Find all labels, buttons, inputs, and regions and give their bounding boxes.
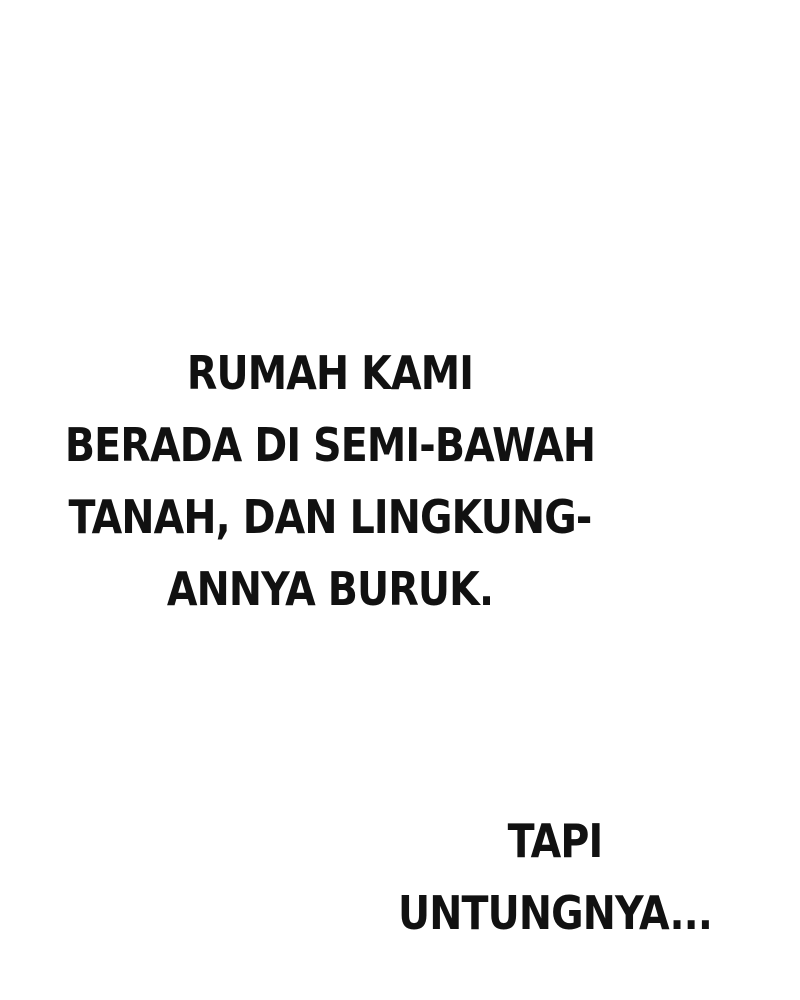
caption-line: TAPI bbox=[507, 814, 603, 868]
narration-caption-2 bbox=[379, 805, 732, 949]
narration-caption-1 bbox=[46, 337, 614, 625]
caption-line: BERADA DI SEMI-BAWAH bbox=[64, 418, 596, 472]
caption-line: ANNYA BURUK. bbox=[166, 562, 494, 616]
caption-line: TANAH, DAN LINGKUNG- bbox=[68, 490, 592, 544]
caption-line: RUMAH KAMI bbox=[186, 346, 474, 400]
caption-line: UNTUNGNYA... bbox=[397, 886, 713, 940]
